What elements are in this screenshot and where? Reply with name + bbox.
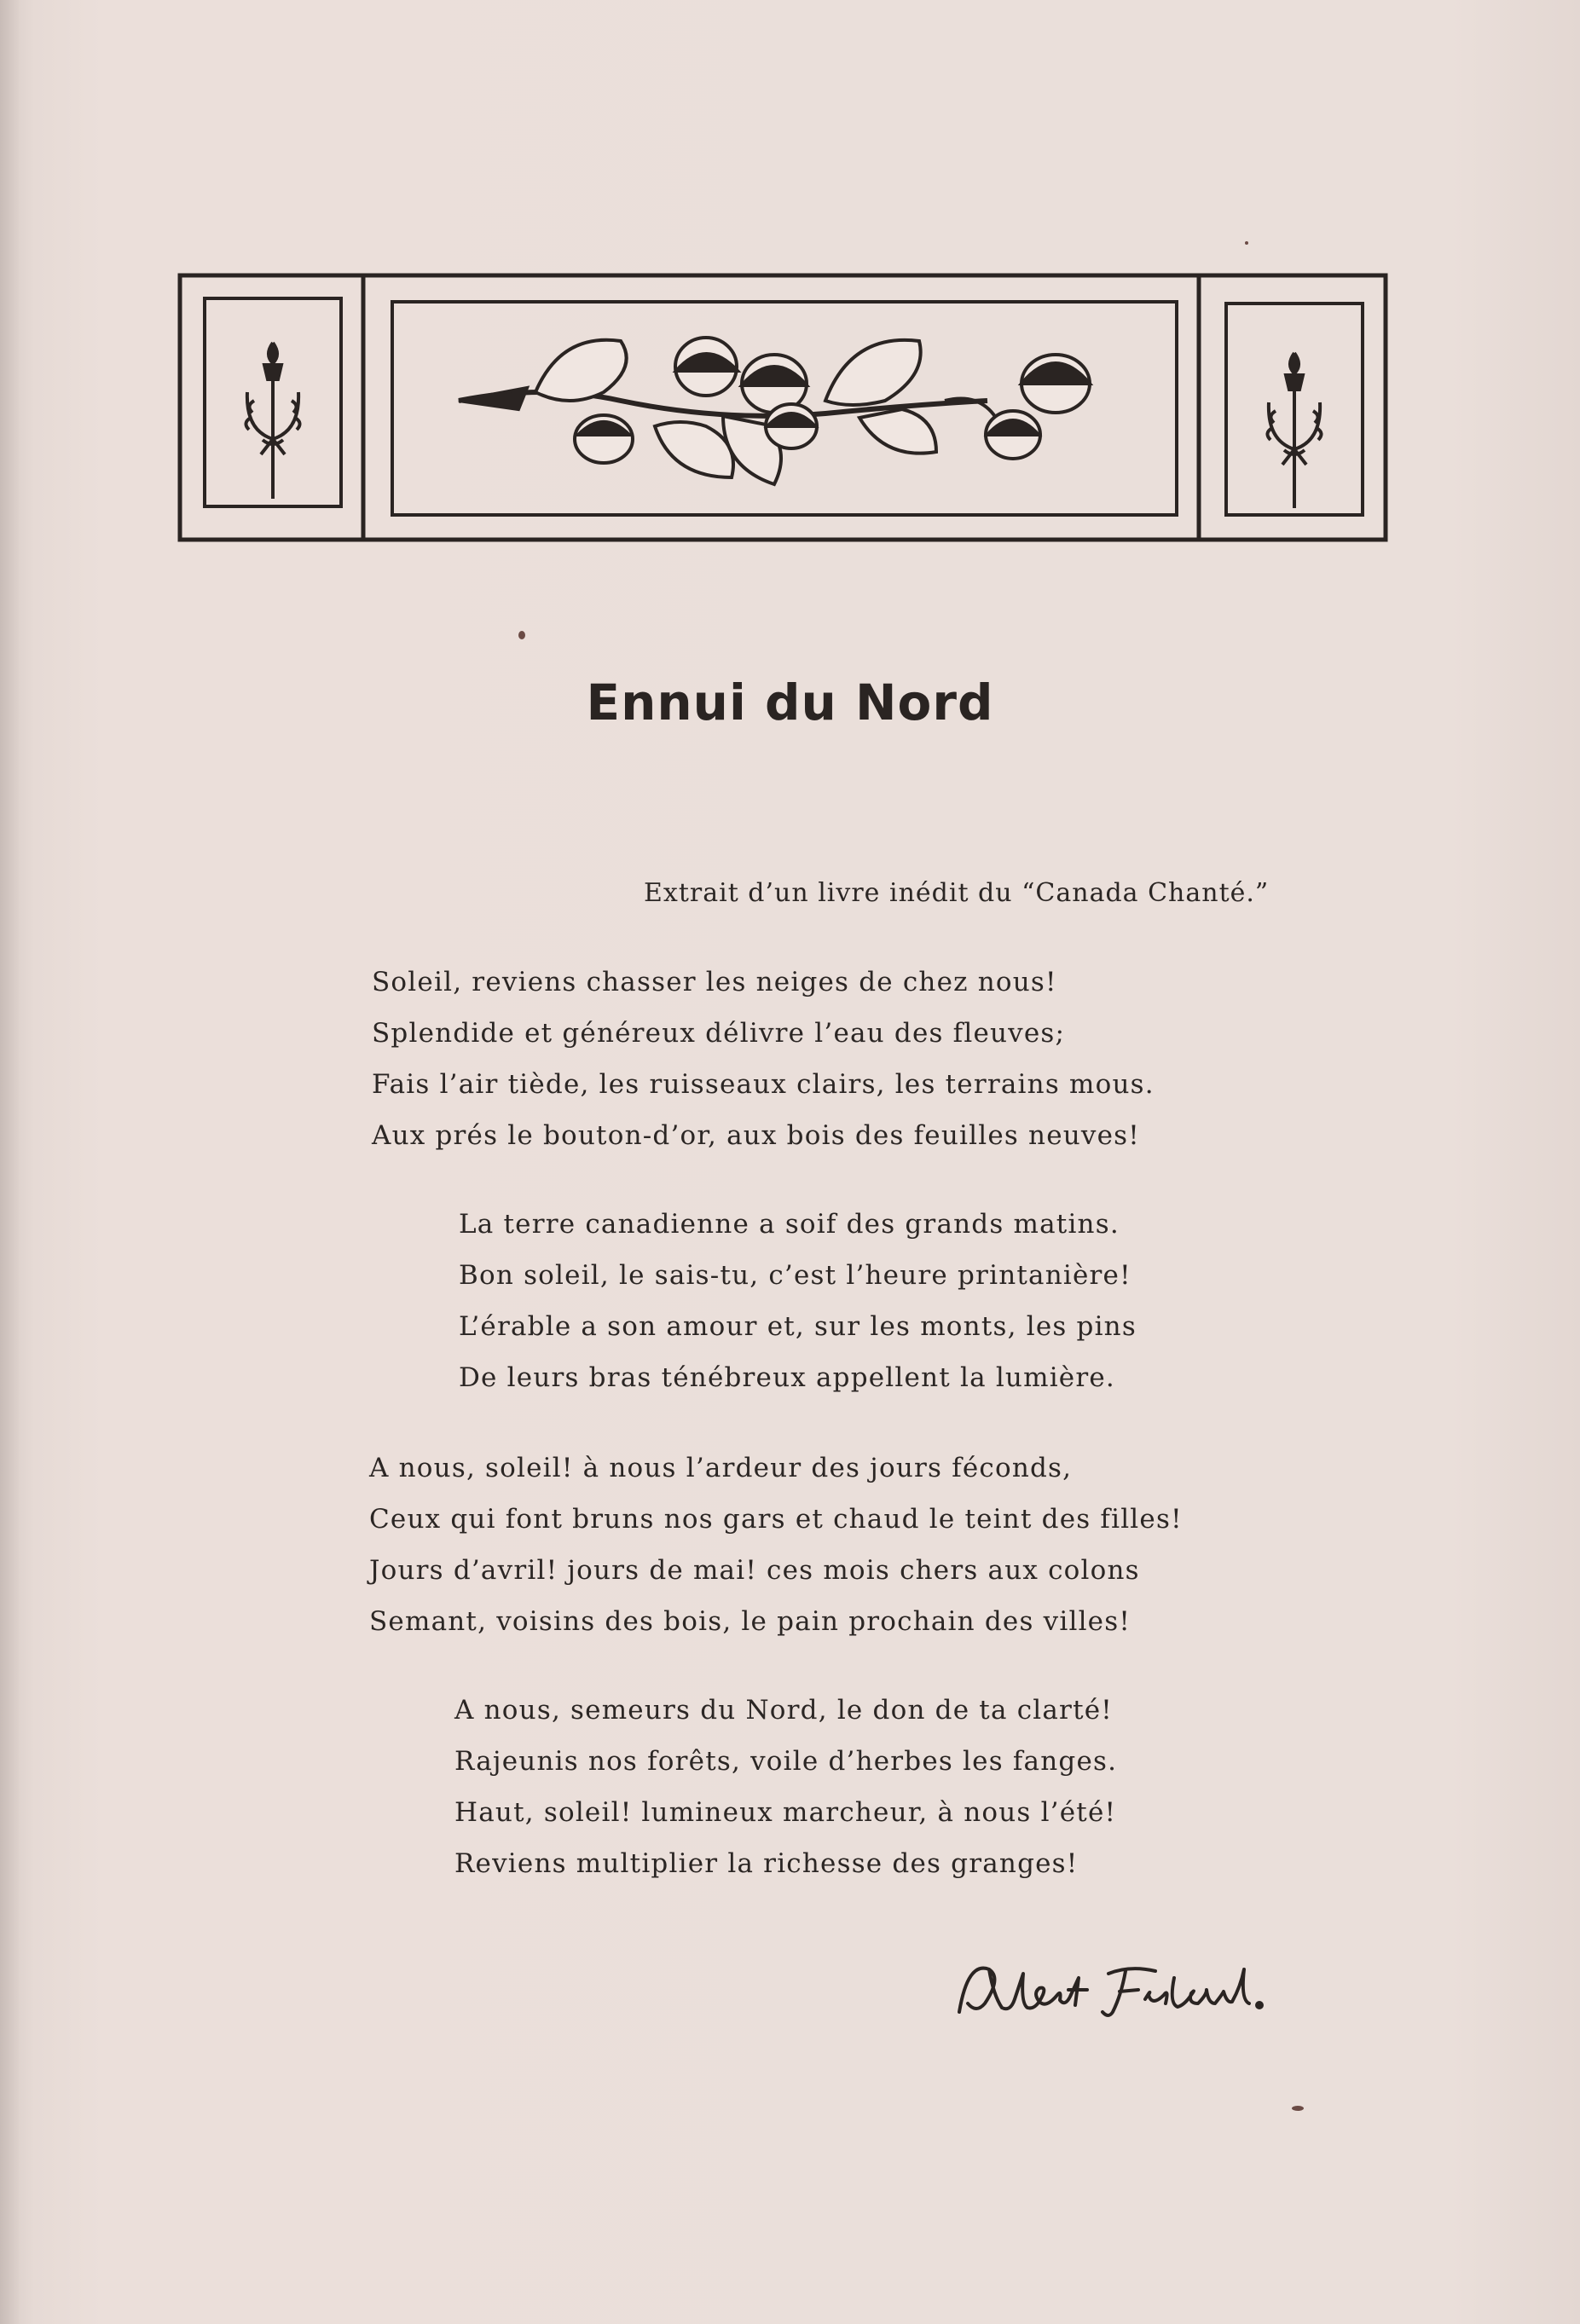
wreath-torch-icon: [1267, 353, 1321, 508]
verse-line: Jours d’avril! jours de mai! ces mois chers aux colons: [369, 1555, 1140, 1586]
stanza-4: [454, 1685, 1117, 1889]
verse-line: Bon soleil, le sais-tu, c’est l’heure printanière!: [459, 1260, 1131, 1291]
verse-line: Soleil, reviens chasser les neiges de chez nous!: [372, 967, 1057, 997]
wreath-torch-icon: [246, 343, 299, 499]
stanza-1: [372, 957, 1155, 1161]
stanza-2: [459, 1199, 1137, 1403]
acorn-oak-branch-icon: [459, 338, 1090, 484]
verse-line: A nous, semeurs du Nord, le don de ta clarté!: [454, 1695, 1113, 1726]
verse-line: Reviens multiplier la richesse des granges!: [454, 1848, 1079, 1879]
paper-speck: [518, 631, 525, 639]
stanza-3: [369, 1442, 1183, 1647]
book-spine-shadow: [0, 0, 19, 2324]
paper-speck: [1245, 241, 1248, 245]
verse-line: La terre canadienne a soif des grands matins.: [459, 1209, 1120, 1240]
verse-line: Ceux qui font bruns nos gars et chaud le teint des filles!: [369, 1504, 1183, 1535]
verse-line: L’érable a son amour et, sur les monts, les pins: [459, 1311, 1137, 1342]
verse-line: Fais l’air tiède, les ruisseaux clairs, les terrains mous.: [372, 1069, 1155, 1100]
author-signature: [951, 1952, 1275, 2029]
poem-subtitle: Extrait d’un livre inédit du “Canada Chanté.”: [644, 878, 1270, 908]
paper-speck: [1292, 2106, 1304, 2111]
verse-line: Aux prés le bouton-d’or, aux bois des feuilles neuves!: [372, 1120, 1140, 1151]
verse-line: Semant, voisins des bois, le pain prochain des villes!: [369, 1606, 1131, 1637]
poem-title: Ennui du Nord: [586, 673, 994, 731]
verse-line: Rajeunis nos forêts, voile d’herbes les fanges.: [454, 1746, 1118, 1777]
verse-line: Splendide et généreux délivre l’eau des fleuves;: [372, 1018, 1066, 1049]
header-ornament: [177, 273, 1388, 546]
verse-line: De leurs bras ténébreux appellent la lumière.: [459, 1362, 1115, 1393]
verse-line: A nous, soleil! à nous l’ardeur des jours féconds,: [369, 1453, 1073, 1483]
verse-line: Haut, soleil! lumineux marcheur, à nous l’été!: [454, 1797, 1117, 1828]
